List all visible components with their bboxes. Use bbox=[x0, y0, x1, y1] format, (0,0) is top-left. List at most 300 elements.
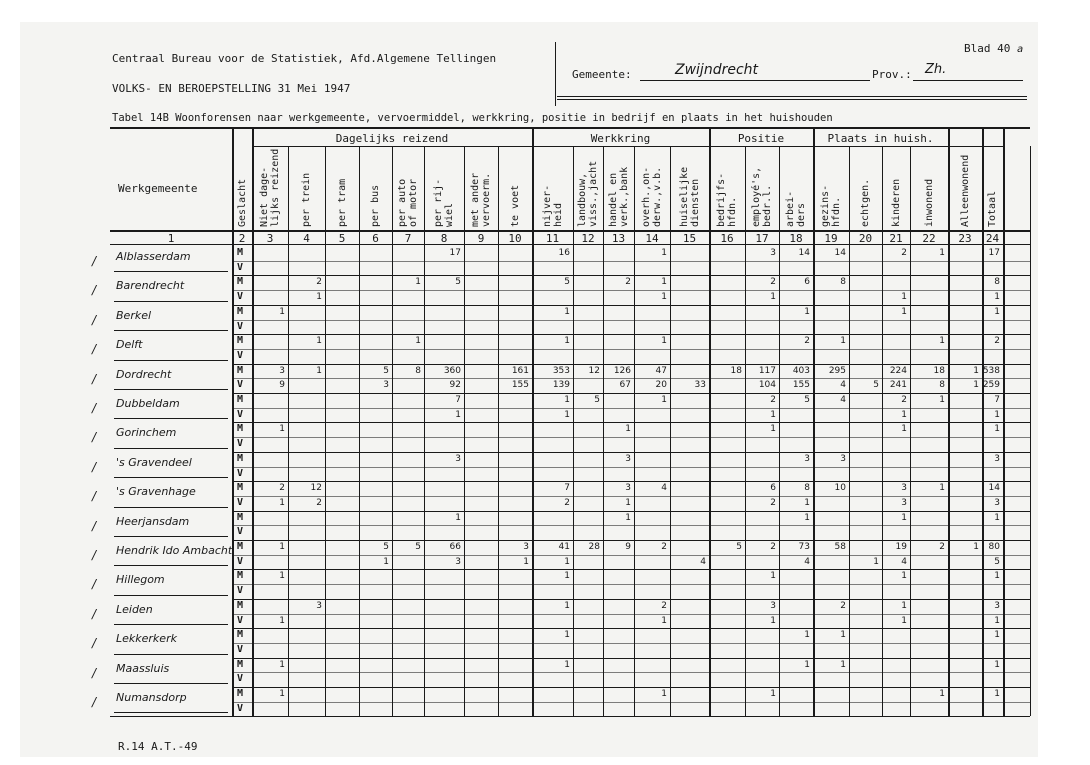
sex-label-M: M bbox=[237, 482, 244, 494]
table-cell: 1 bbox=[279, 689, 285, 699]
row-rule bbox=[232, 540, 1030, 541]
table-cell: 7 bbox=[564, 483, 570, 494]
row-rule bbox=[232, 467, 1030, 468]
table-cell: 1 bbox=[939, 336, 945, 347]
column-header-label: echtgen. bbox=[860, 178, 871, 227]
column-header-7 bbox=[392, 146, 424, 230]
column-header-label: Niet dage- lijks reizend bbox=[259, 148, 281, 227]
column-header-label: per auto of motor bbox=[397, 178, 419, 227]
sex-label-V: V bbox=[237, 408, 244, 420]
row-rule bbox=[232, 496, 1030, 497]
table-cell: 4 bbox=[840, 395, 846, 405]
column-header-11 bbox=[532, 146, 573, 230]
table-cell: 18 bbox=[933, 365, 945, 376]
column-number: 20 bbox=[858, 232, 873, 245]
column-header-12 bbox=[573, 146, 603, 230]
column-divider bbox=[910, 146, 911, 716]
column-divider bbox=[464, 146, 465, 716]
column-header-label: met ander vervoerm. bbox=[470, 172, 492, 227]
gemeente-value: Zwijndrecht bbox=[675, 62, 759, 78]
column-header-6 bbox=[359, 146, 392, 230]
table-cell: 2 bbox=[316, 497, 322, 508]
sex-label-V: V bbox=[237, 349, 244, 361]
sex-label-M: M bbox=[237, 305, 244, 317]
column-divider bbox=[1030, 146, 1031, 716]
tick-mark: / bbox=[92, 577, 97, 592]
organization-line: Centraal Bureau voor de Statistiek, Afd.Algemene Tellingen bbox=[112, 52, 497, 65]
table-cell: 353 bbox=[552, 365, 570, 376]
table-cell: 14 bbox=[834, 248, 846, 258]
table-cell: 14 bbox=[988, 483, 1000, 494]
table-cell: 1 bbox=[383, 556, 389, 567]
table-cell: 295 bbox=[828, 365, 846, 376]
tick-mark: / bbox=[92, 254, 97, 268]
werkgemeente-name: Dubbeldam bbox=[116, 397, 180, 410]
table-cell: 1 bbox=[564, 556, 570, 567]
sex-label-V: V bbox=[237, 614, 244, 626]
column-number: 18 bbox=[789, 232, 803, 245]
column-header-label: landbouw, viss.,jacht bbox=[577, 160, 599, 227]
table-cell: 117 bbox=[758, 365, 776, 376]
column-number: 24 bbox=[985, 232, 1000, 245]
table-cell: 3 bbox=[316, 600, 322, 611]
name-underline bbox=[114, 683, 228, 684]
name-underline bbox=[114, 330, 228, 331]
table-cell: 3 bbox=[994, 497, 1000, 508]
table-cell: 1 bbox=[873, 556, 879, 567]
sex-label-M: M bbox=[237, 629, 244, 641]
werkgemeente-name: 's Gravendeel bbox=[116, 455, 192, 469]
table-cell: 8 bbox=[804, 483, 810, 494]
column-number: 14 bbox=[645, 232, 659, 245]
table-cell: 14 bbox=[798, 248, 810, 258]
table-cell: 1 bbox=[994, 615, 1000, 626]
column-header-15 bbox=[670, 146, 709, 230]
table-cell: 1 bbox=[625, 497, 631, 508]
table-cell: 2 bbox=[770, 497, 776, 508]
table-cell: 3 bbox=[840, 453, 846, 464]
column-header-label: Alleenwonend bbox=[959, 154, 971, 227]
column-number: 23 bbox=[958, 232, 972, 245]
column-number: 2 bbox=[238, 232, 246, 245]
column-number: 9 bbox=[477, 232, 485, 245]
census-table bbox=[20, 22, 1038, 757]
table-cell: 2 bbox=[901, 248, 907, 258]
group-header-werkkring: Werkkring bbox=[590, 132, 651, 145]
column-number: 5 bbox=[338, 232, 346, 245]
column-header-label: arbei- ders bbox=[785, 190, 807, 227]
tick-mark: / bbox=[92, 371, 97, 386]
row-rule bbox=[232, 511, 1030, 512]
column-divider bbox=[849, 146, 850, 716]
column-header-label: per bus bbox=[370, 184, 381, 227]
table-cell: 5 bbox=[383, 542, 389, 552]
tick-mark: / bbox=[92, 548, 97, 562]
row-rule bbox=[232, 261, 1030, 262]
table-cell: 1 bbox=[973, 365, 979, 376]
table-cell: 47 bbox=[655, 365, 667, 376]
table-cell: 3 bbox=[994, 453, 1000, 464]
table-cell: 1 bbox=[279, 571, 285, 582]
sex-label-M: M bbox=[237, 364, 244, 376]
column-header-21 bbox=[882, 146, 910, 230]
table-cell: 3 bbox=[994, 600, 1000, 611]
table-cell: 1 bbox=[455, 512, 461, 523]
table-cell: 3 bbox=[770, 248, 776, 258]
werkgemeente-name: Barendrecht bbox=[116, 279, 185, 293]
table-cell: 5 bbox=[415, 542, 421, 552]
table-cell: 161 bbox=[511, 365, 529, 376]
column-header-label: per tram bbox=[336, 178, 348, 227]
table-cell: 1 bbox=[564, 600, 570, 611]
sex-label-M: M bbox=[237, 688, 244, 699]
column-header-label: kinderen bbox=[890, 178, 902, 227]
werkgemeente-name: Heerjansdam bbox=[116, 514, 190, 528]
table-cell: 12 bbox=[588, 365, 600, 376]
name-underline bbox=[114, 565, 228, 566]
table-cell: 1 bbox=[661, 248, 667, 258]
column-number: 11 bbox=[545, 232, 560, 245]
row-rule bbox=[232, 305, 1030, 306]
row-rule bbox=[232, 525, 1030, 526]
column-header-3 bbox=[252, 146, 288, 230]
table-cell: 2 bbox=[804, 336, 810, 347]
tick-mark: / bbox=[92, 283, 97, 298]
row-rule bbox=[232, 628, 1030, 629]
row-rule bbox=[232, 364, 1030, 365]
column-number: 3 bbox=[266, 232, 274, 245]
tick-mark: / bbox=[92, 606, 97, 621]
table-cell: 2 bbox=[939, 542, 945, 552]
prov-value: Zh. bbox=[925, 62, 947, 77]
werkgemeente-name: Leiden bbox=[116, 602, 153, 616]
sex-label-V: V bbox=[237, 320, 244, 332]
column-number: 10 bbox=[508, 232, 522, 245]
table-cell: 1 bbox=[901, 600, 907, 611]
name-underline bbox=[114, 360, 228, 361]
row-rule bbox=[232, 452, 1030, 453]
table-cell: 1 bbox=[564, 409, 570, 420]
table-cell: 1 bbox=[661, 689, 667, 699]
sex-label-V: V bbox=[237, 438, 244, 450]
table-cell: 2 bbox=[661, 542, 667, 552]
row-rule bbox=[232, 422, 1030, 423]
table-cell: 1 bbox=[939, 395, 945, 405]
table-cell: 5 bbox=[455, 277, 461, 288]
column-number: 16 bbox=[720, 232, 734, 245]
table-cell: 1 bbox=[564, 336, 570, 347]
table-cell: 1 bbox=[279, 542, 285, 552]
column-divider bbox=[573, 146, 574, 716]
table-cell: 2 bbox=[994, 336, 1000, 347]
column-header-14 bbox=[634, 146, 670, 230]
table-cell: 155 bbox=[511, 380, 529, 391]
sex-label-M: M bbox=[237, 541, 244, 552]
table-cell: 1 bbox=[279, 424, 285, 435]
row-rule bbox=[232, 408, 1030, 409]
row-rule bbox=[232, 672, 1030, 673]
table-cell: 12 bbox=[310, 483, 322, 494]
column-header-label: per rij- wiel bbox=[433, 178, 455, 227]
table-cell: 1 bbox=[804, 659, 810, 670]
table-cell: 2 bbox=[625, 277, 631, 288]
table-cell: 538 bbox=[982, 365, 1000, 376]
table-cell: 7 bbox=[455, 395, 461, 405]
table-cell: 126 bbox=[613, 365, 631, 376]
table-cell: 139 bbox=[552, 380, 570, 391]
table-cell: 1 bbox=[661, 395, 667, 405]
column-header-label: bedrijfs- hfdn. bbox=[716, 172, 738, 227]
werkgemeente-name: Alblasserdam bbox=[116, 250, 191, 263]
table-cell: 2 bbox=[279, 483, 285, 494]
table-cell: 1 bbox=[973, 380, 979, 391]
column-divider bbox=[634, 146, 635, 716]
table-cell: 1 bbox=[279, 615, 285, 626]
table-cell: 3 bbox=[901, 483, 907, 494]
row-rule bbox=[232, 290, 1030, 291]
table-cell: 19 bbox=[895, 542, 907, 552]
table-cell: 1 bbox=[661, 292, 667, 303]
prov-label: Prov.: bbox=[872, 68, 912, 81]
column-header-label: te voet bbox=[509, 184, 521, 227]
table-cell: 3 bbox=[523, 542, 529, 552]
werkgemeente-name: Delft bbox=[116, 338, 143, 352]
column-header-23 bbox=[948, 127, 982, 230]
name-underline bbox=[114, 448, 228, 449]
form-code-footer: R.14 A.T.-49 bbox=[118, 740, 198, 753]
table-cell: 6 bbox=[804, 277, 810, 288]
table-cell: 2 bbox=[901, 395, 907, 405]
column-number: 8 bbox=[440, 232, 448, 245]
table-cell: 5 bbox=[804, 395, 810, 405]
table-cell: 8 bbox=[840, 277, 846, 288]
column-header-22 bbox=[910, 146, 948, 230]
table-cell: 73 bbox=[798, 542, 810, 552]
column-header-20 bbox=[849, 146, 882, 230]
table-cell: 5 bbox=[564, 277, 570, 288]
sex-label-M: M bbox=[237, 570, 244, 582]
column-header-4 bbox=[288, 146, 325, 230]
name-underline bbox=[114, 507, 228, 508]
table-cell: 1 bbox=[939, 248, 945, 258]
table-cell: 2 bbox=[316, 277, 322, 288]
table-cell: 1 bbox=[994, 659, 1000, 670]
column-header-label: nijver- heid bbox=[541, 184, 564, 227]
column-header-label: inwonend bbox=[923, 178, 935, 227]
table-cell: 8 bbox=[939, 380, 945, 391]
tick-mark: / bbox=[92, 489, 97, 504]
name-underline bbox=[114, 271, 228, 272]
name-underline bbox=[114, 536, 228, 537]
table-cell: 3 bbox=[804, 453, 810, 464]
row-rule bbox=[232, 275, 1030, 276]
census-form-sheet bbox=[20, 22, 1038, 757]
tick-mark: / bbox=[92, 312, 97, 327]
table-cell: 1 bbox=[661, 336, 667, 347]
table-cell: 1 bbox=[625, 424, 631, 435]
table-cell: 1 bbox=[564, 306, 570, 317]
column-number: 21 bbox=[889, 232, 903, 245]
table-cell: 1 bbox=[994, 512, 1000, 523]
table-cell: 1 bbox=[316, 292, 322, 303]
table-cell: 360 bbox=[443, 365, 461, 376]
column-divider bbox=[325, 146, 326, 716]
column-number: 13 bbox=[611, 232, 626, 245]
sex-label-M: M bbox=[237, 276, 244, 288]
table-cell: 6 bbox=[770, 483, 776, 494]
table-cell: 1 bbox=[661, 615, 667, 626]
column-number: 22 bbox=[922, 232, 936, 245]
table-cell: 1 bbox=[840, 659, 846, 670]
sex-label-M: M bbox=[237, 423, 244, 435]
sex-label-M: M bbox=[237, 247, 244, 258]
table-cell: 4 bbox=[840, 380, 846, 391]
table-cell: 41 bbox=[558, 542, 570, 552]
table-cell: 3 bbox=[455, 453, 461, 464]
table-cell: 4 bbox=[901, 556, 907, 567]
column-divider bbox=[670, 146, 671, 716]
column-header-label: Totaal bbox=[987, 190, 998, 227]
table-cell: 1 bbox=[279, 306, 285, 317]
group-header-plaats: Plaats in huish. bbox=[827, 132, 934, 145]
row-rule bbox=[232, 716, 1030, 717]
table-cell: 3 bbox=[383, 380, 389, 391]
blad-label: Blad 40 a bbox=[964, 42, 1024, 55]
werkgemeente-name: Gorinchem bbox=[116, 426, 177, 440]
row-rule bbox=[232, 555, 1030, 556]
column-header-17 bbox=[745, 146, 779, 230]
table-cell: 2 bbox=[770, 395, 776, 405]
werkgemeente-name: Lekkerkerk bbox=[116, 632, 177, 646]
column-header-label: employé's, bedr.l. bbox=[751, 166, 773, 227]
name-underline bbox=[114, 624, 228, 625]
table-cell: 104 bbox=[758, 380, 776, 391]
row-rule bbox=[232, 334, 1030, 335]
table-cell: 8 bbox=[994, 277, 1000, 288]
sex-label-V: V bbox=[237, 643, 244, 655]
tick-mark: / bbox=[92, 430, 97, 445]
table-cell: 2 bbox=[770, 542, 776, 552]
table-cell: 1 bbox=[279, 497, 285, 508]
table-cell: 5 bbox=[594, 395, 600, 405]
column-header-label: per trein bbox=[301, 172, 312, 227]
table-cell: 1 bbox=[994, 292, 1000, 303]
tick-mark: / bbox=[92, 518, 97, 533]
column-header-9 bbox=[464, 146, 498, 230]
table-cell: 1 bbox=[770, 615, 776, 626]
row-rule bbox=[232, 437, 1030, 438]
row-rule bbox=[232, 702, 1030, 703]
column-divider bbox=[288, 146, 289, 716]
sex-label-V: V bbox=[237, 379, 244, 391]
table-cell: 1 bbox=[804, 630, 810, 641]
table-cell: 9 bbox=[625, 542, 631, 552]
table-cell: 1 bbox=[901, 409, 907, 420]
sex-label-M: M bbox=[237, 511, 244, 523]
column-divider bbox=[392, 146, 393, 716]
name-underline bbox=[114, 595, 228, 596]
table-cell: 18 bbox=[730, 365, 742, 376]
column-number: 7 bbox=[404, 232, 412, 245]
table-cell: 9 bbox=[279, 380, 285, 391]
column-header-2 bbox=[232, 127, 252, 230]
table-cell: 3 bbox=[455, 556, 461, 567]
table-cell: 1 bbox=[901, 571, 907, 582]
table-cell: 241 bbox=[889, 380, 907, 391]
werkgemeente-name: 's Gravenhage bbox=[116, 485, 196, 499]
row-rule bbox=[232, 481, 1030, 482]
row-rule bbox=[232, 687, 1030, 688]
column-number: 19 bbox=[824, 232, 838, 245]
table-cell: 17 bbox=[988, 248, 1000, 258]
table-cell: 8 bbox=[415, 365, 421, 376]
sex-label-M: M bbox=[237, 452, 244, 464]
sex-label-M: M bbox=[237, 599, 244, 611]
tick-mark: / bbox=[92, 401, 97, 415]
table-cell: 5 bbox=[873, 380, 879, 391]
column-header-8 bbox=[424, 146, 464, 230]
table-cell: 1 bbox=[279, 659, 285, 670]
sex-label-V: V bbox=[237, 496, 244, 508]
table-cell: 1 bbox=[901, 615, 907, 626]
column-header-label: handel en verk.,bank bbox=[607, 166, 630, 227]
table-cell: 1 bbox=[804, 497, 810, 508]
werkgemeente-name: Hendrik Ido Ambacht bbox=[116, 544, 233, 557]
column-header-label: huiselijke diensten bbox=[678, 166, 701, 227]
column-header-werkgemeente: Werkgemeente bbox=[118, 182, 198, 195]
row-rule bbox=[232, 643, 1030, 644]
werkgemeente-name: Maassluis bbox=[116, 661, 170, 675]
sex-label-V: V bbox=[237, 467, 244, 479]
sex-label-M: M bbox=[237, 335, 244, 347]
table-cell: 5 bbox=[994, 556, 1000, 567]
werkgemeente-name: Numansdorp bbox=[116, 691, 187, 704]
table-cell: 66 bbox=[449, 542, 461, 552]
table-cell: 2 bbox=[770, 277, 776, 288]
name-underline bbox=[114, 389, 228, 390]
column-number: 17 bbox=[755, 232, 769, 245]
row-rule bbox=[232, 569, 1030, 570]
table-cell: 3 bbox=[770, 600, 776, 611]
table-cell: 1 bbox=[939, 689, 945, 699]
table-cell: 1 bbox=[994, 630, 1000, 641]
column-header-label: Geslacht bbox=[236, 178, 248, 227]
tick-mark: / bbox=[92, 342, 97, 357]
table-cell: 1 bbox=[564, 395, 570, 405]
table-cell: 1 bbox=[661, 277, 667, 288]
table-cell: 28 bbox=[588, 542, 600, 552]
werkgemeente-name: Berkel bbox=[116, 308, 152, 322]
table-cell: 403 bbox=[792, 365, 810, 376]
sex-label-V: V bbox=[237, 673, 244, 685]
tick-mark: / bbox=[92, 459, 97, 474]
table-cell: 1 bbox=[625, 512, 631, 523]
tick-mark: / bbox=[92, 695, 97, 709]
sex-label-V: V bbox=[237, 261, 244, 273]
table-cell: 1 bbox=[415, 336, 421, 347]
sex-label-V: V bbox=[237, 555, 244, 567]
column-header-5 bbox=[325, 146, 359, 230]
werkgemeente-name: Hillegom bbox=[116, 573, 165, 587]
table-cell: 3 bbox=[901, 497, 907, 508]
table-cell: 1 bbox=[901, 306, 907, 317]
row-rule bbox=[232, 320, 1030, 321]
table-cell: 3 bbox=[625, 483, 631, 494]
sex-label-M: M bbox=[237, 394, 244, 405]
name-underline bbox=[114, 712, 228, 713]
column-number: 1 bbox=[167, 232, 175, 245]
table-cell: 92 bbox=[449, 380, 461, 391]
